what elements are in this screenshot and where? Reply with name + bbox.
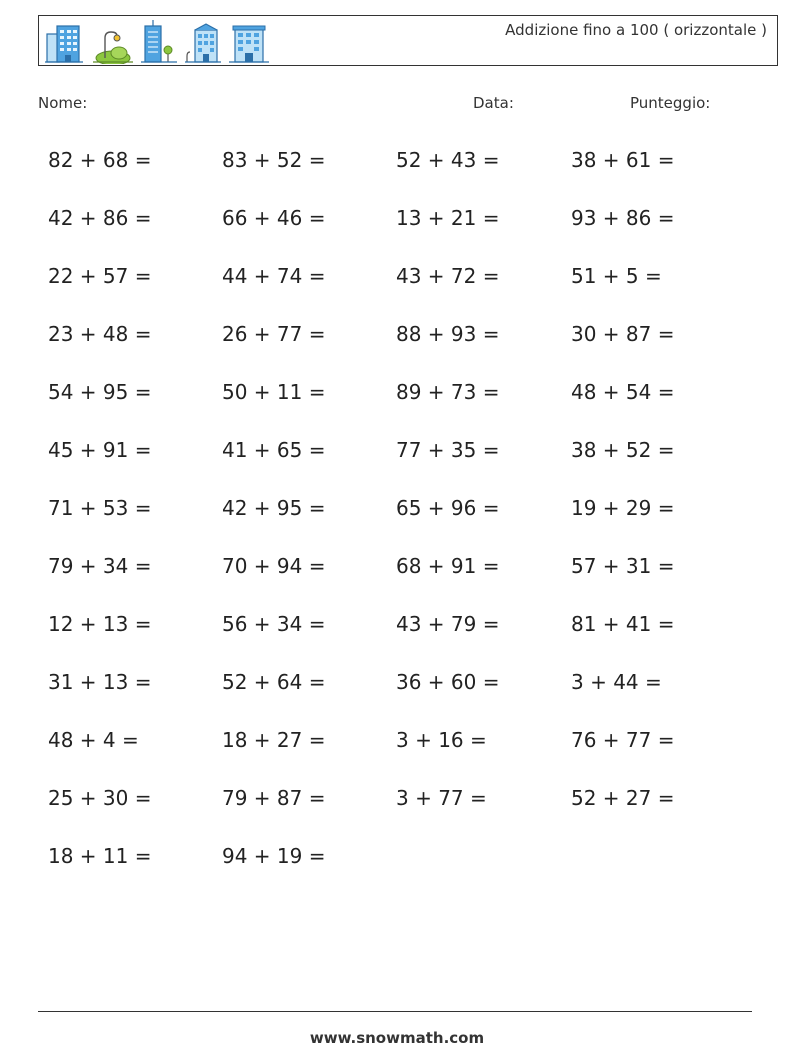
name-label: Nome:: [38, 94, 88, 112]
problem-item: 79 + 87 =: [222, 786, 326, 810]
problem-item: 79 + 34 =: [48, 554, 152, 578]
problem-item: 31 + 13 =: [48, 670, 152, 694]
problem-item: 51 + 5 =: [571, 264, 662, 288]
problem-item: 94 + 19 =: [222, 844, 326, 868]
problem-item: 48 + 4 =: [48, 728, 139, 752]
problem-item: 89 + 73 =: [396, 380, 500, 404]
problem-item: 82 + 68 =: [48, 148, 152, 172]
problem-item: 56 + 34 =: [222, 612, 326, 636]
problem-item: 70 + 94 =: [222, 554, 326, 578]
problem-item: 43 + 72 =: [396, 264, 500, 288]
footer-website: www.snowmath.com: [309, 1029, 485, 1047]
problem-item: 57 + 31 =: [571, 554, 675, 578]
problem-item: 77 + 35 =: [396, 438, 500, 462]
problem-item: 3 + 44 =: [571, 670, 662, 694]
problem-item: 66 + 46 =: [222, 206, 326, 230]
worksheet-title: Addizione fino a 100 ( orizzontale ): [505, 21, 767, 39]
score-label: Punteggio:: [630, 94, 711, 112]
problem-item: 13 + 21 =: [396, 206, 500, 230]
problem-item: 42 + 95 =: [222, 496, 326, 520]
skyscraper-icon: [141, 20, 177, 64]
problem-item: 52 + 43 =: [396, 148, 500, 172]
problem-item: 36 + 60 =: [396, 670, 500, 694]
problem-item: 3 + 77 =: [396, 786, 487, 810]
problem-item: 12 + 13 =: [48, 612, 152, 636]
problem-item: 50 + 11 =: [222, 380, 326, 404]
problem-item: 38 + 61 =: [571, 148, 675, 172]
office-building-icon: [45, 20, 83, 64]
date-label: Data:: [473, 94, 514, 112]
problem-item: 44 + 74 =: [222, 264, 326, 288]
apartment-building-icon: [185, 20, 221, 64]
problem-item: 26 + 77 =: [222, 322, 326, 346]
problem-item: 83 + 52 =: [222, 148, 326, 172]
problem-item: 71 + 53 =: [48, 496, 152, 520]
name-field[interactable]: [38, 93, 92, 112]
problem-item: 18 + 11 =: [48, 844, 152, 868]
problem-item: 38 + 52 =: [571, 438, 675, 462]
hotel-building-icon: [229, 20, 269, 64]
problem-item: 93 + 86 =: [571, 206, 675, 230]
footer-divider: [38, 1011, 752, 1012]
header-box: [38, 15, 778, 66]
problem-item: 81 + 41 =: [571, 612, 675, 636]
problem-item: 45 + 91 =: [48, 438, 152, 462]
problem-item: 19 + 29 =: [571, 496, 675, 520]
meta-row: [38, 93, 770, 115]
problem-item: 42 + 86 =: [48, 206, 152, 230]
problem-item: 41 + 65 =: [222, 438, 326, 462]
score-field[interactable]: [630, 93, 715, 112]
problem-item: 88 + 93 =: [396, 322, 500, 346]
problem-item: 43 + 79 =: [396, 612, 500, 636]
problem-item: 18 + 27 =: [222, 728, 326, 752]
date-field[interactable]: [473, 93, 519, 112]
problem-item: 30 + 87 =: [571, 322, 675, 346]
problem-item: 25 + 30 =: [48, 786, 152, 810]
problem-item: 48 + 54 =: [571, 380, 675, 404]
problem-item: 52 + 27 =: [571, 786, 675, 810]
problem-item: 54 + 95 =: [48, 380, 152, 404]
problem-item: 23 + 48 =: [48, 322, 152, 346]
problem-item: 65 + 96 =: [396, 496, 500, 520]
problem-item: 76 + 77 =: [571, 728, 675, 752]
park-lamp-icon: [93, 20, 133, 64]
problem-item: 3 + 16 =: [396, 728, 487, 752]
problem-item: 68 + 91 =: [396, 554, 500, 578]
problem-item: 22 + 57 =: [48, 264, 152, 288]
problem-item: 52 + 64 =: [222, 670, 326, 694]
